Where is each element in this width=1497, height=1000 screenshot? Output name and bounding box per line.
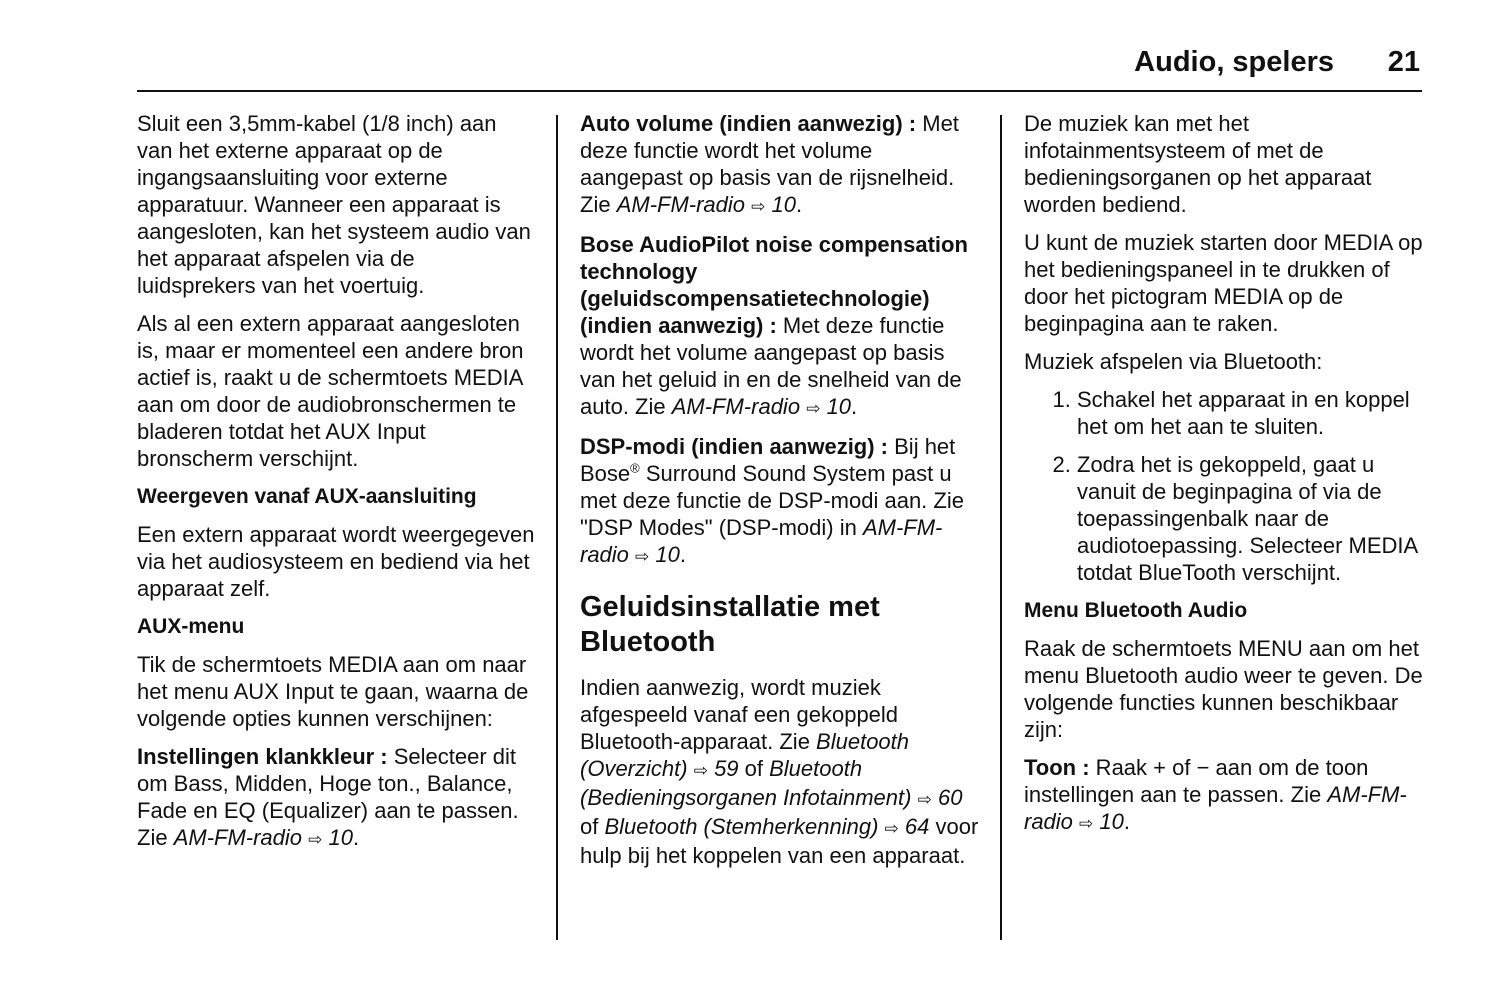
definition-term: DSP-modi (indien aanwezig) : xyxy=(580,434,889,459)
cross-reference-link[interactable]: AM-FM-radio xyxy=(671,394,801,419)
page-number: 21 xyxy=(1387,46,1420,78)
paragraph-text: voor hulp bij het koppelen van een apparaat. xyxy=(580,814,979,868)
page-ref-arrow-icon: ⇨ xyxy=(884,819,899,838)
page-reference[interactable]: 10 xyxy=(328,825,354,850)
column-divider xyxy=(556,115,558,940)
page-ref-arrow-icon: ⇨ xyxy=(1079,814,1094,833)
definition-text: Surround Sound System past u met deze functie de DSP-modi aan. Zie "DSP Modes" (DSP-modi) in xyxy=(580,461,964,540)
subheading: Menu Bluetooth Audio xyxy=(1024,599,1248,622)
paragraph: Sluit een 3,5mm-kabel (1/8 inch) aan van het externe apparaat op de ingangsaansluiting voor externe apparatuur. Wanneer een apparaat is aangesloten, kan het systeem audio van het apparaat afspelen via de luidsprekers van het voertuig. xyxy=(137,111,531,298)
page-title: Audio, spelers xyxy=(1134,46,1334,78)
paragraph: Tik de schermtoets MEDIA aan om naar het menu AUX Input te gaan, waarna de volgende opties kunnen verschijnen: xyxy=(137,652,529,731)
cross-reference-link[interactable]: AM-FM-radio xyxy=(173,825,303,850)
paragraph: Muziek afspelen via Bluetooth: xyxy=(1024,349,1323,374)
page-reference[interactable]: 10 xyxy=(1099,809,1124,834)
cross-reference-link[interactable]: Bluetooth (Stemherkenning) xyxy=(604,814,879,839)
paragraph-text: of xyxy=(580,814,605,839)
page-reference[interactable]: 10 xyxy=(826,394,852,419)
paragraph xyxy=(580,674,980,869)
definition-term: Auto volume (indien aanwezig) : xyxy=(580,111,917,136)
definition-text: Raak + of − aan om de toon instellingen aan te passen. Zie xyxy=(1024,755,1369,807)
list-item: 2. Zodra het is gekoppeld, gaat u vanuit de beginpagina of via de toepassingenbalk naar de audiotoepassing. Selecteer MEDIA totdat BlueTooth verschijnt. xyxy=(1077,451,1424,586)
list-item: 1. Schakel het apparaat in en koppel het om het aan te sluiten. xyxy=(1077,386,1424,440)
section-title: Geluidsinstallatie met Bluetooth xyxy=(580,591,880,658)
column-1 xyxy=(137,110,537,864)
column-divider xyxy=(1000,115,1002,940)
page-ref-arrow-icon: ⇨ xyxy=(635,547,650,566)
subheading: AUX-menu xyxy=(137,615,245,638)
page-ref-arrow-icon: ⇨ xyxy=(693,761,708,780)
page-reference[interactable]: 64 xyxy=(904,814,930,839)
definition-paragraph: Auto volume (indien aanwezig) : Met deze functie wordt het volume aangepast op basis van de rijsnelheid. Zie AM-FM-radio ⇨ 10. xyxy=(580,111,959,217)
paragraph: Een extern apparaat wordt weergegeven via het audiosysteem en bediend via het apparaat zelf. xyxy=(137,522,535,601)
registered-mark: ® xyxy=(630,460,640,476)
page-reference[interactable]: 59 xyxy=(714,756,739,781)
page-ref-arrow-icon: ⇨ xyxy=(806,399,821,418)
paragraph: Als al een extern apparaat aangesloten is, maar er momenteel een andere bron actief is, raakt u de schermtoets MEDIA aan om door de audiobronschermen te bladeren totdat het AUX Input bronscherm verschijnt. xyxy=(137,311,524,471)
subheading: Weergeven vanaf AUX-aansluiting xyxy=(137,485,477,508)
definition-term: Bose AudioPilot noise compensation technology (geluidscompensatietechnologie) (indien aanwezig) : xyxy=(580,232,968,338)
cross-reference-link[interactable]: AM-FM-radio xyxy=(580,515,943,567)
page-header xyxy=(137,44,1422,92)
definition-text: Met deze functie wordt het volume aangepast op basis van de rijsnelheid. Zie xyxy=(580,111,959,217)
definition-paragraph: Toon : Raak + of − aan om de toon instellingen aan te passen. Zie AM-FM-radio ⇨ 10. xyxy=(1024,755,1407,834)
column-3 xyxy=(1024,110,1424,848)
page-reference[interactable]: 10 xyxy=(771,192,797,217)
paragraph-text: Indien aanwezig, wordt muziek afgespeeld vanaf een gekoppeld Bluetooth-apparaat. Zie xyxy=(580,675,899,754)
paragraph: Raak de schermtoets MENU aan om het menu Bluetooth audio weer te geven. De volgende functies kunnen beschikbaar zijn: xyxy=(1024,636,1423,742)
cross-reference-link[interactable]: AM-FM-radio xyxy=(1024,782,1407,834)
cross-reference-link[interactable]: AM-FM-radio xyxy=(616,192,746,217)
page-ref-arrow-icon: ⇨ xyxy=(751,197,766,216)
paragraph: De muziek kan met het infotainmentsysteem of met de bedieningsorganen op het apparaat worden bediend. xyxy=(1024,111,1372,217)
definition-term: Instellingen klankkleur : xyxy=(137,744,388,769)
page-ref-arrow-icon: ⇨ xyxy=(308,830,323,849)
column-2 xyxy=(580,110,980,880)
page-reference[interactable]: 10 xyxy=(655,542,680,567)
page-reference[interactable]: 60 xyxy=(937,785,963,810)
paragraph: U kunt de muziek starten door MEDIA op het bedieningspaneel in te drukken of door het pictogram MEDIA op de beginpagina aan te raken. xyxy=(1024,230,1423,336)
cross-reference-link[interactable]: Bluetooth (Overzicht) xyxy=(580,729,910,781)
definition-text: Bij het Bose xyxy=(580,434,956,486)
definition-text: Met deze functie wordt het volume aangepast op basis van het geluid in en de snelheid van de auto. Zie xyxy=(580,313,962,419)
steps-list xyxy=(1024,386,1424,586)
cross-reference-link[interactable]: Bluetooth (Bedieningsorganen Infotainment) xyxy=(580,756,912,810)
definition-paragraph: Bose AudioPilot noise compensation technology (geluidscompensatietechnologie) (indien aanwezig) : Met deze functie wordt het volume aangepast op basis van het geluid in en de snelheid van de auto. Zie AM-FM-radio ⇨ 10. xyxy=(580,232,968,419)
paragraph-text: of xyxy=(738,756,770,781)
definition-term: Toon : xyxy=(1024,755,1090,780)
definition-paragraph: DSP-modi (indien aanwezig) : Bij het Bose® Surround Sound System past u met deze functie de DSP-modi aan. Zie "DSP Modes" (DSP-modi) in AM-FM-radio ⇨ 10. xyxy=(580,434,964,567)
page-ref-arrow-icon: ⇨ xyxy=(917,790,932,809)
definition-text: Selecteer dit om Bass, Midden, Hoge ton., Balance, Fade en EQ (Equalizer) aan te passen. Zie xyxy=(137,744,519,850)
definition-paragraph: Instellingen klankkleur : Selecteer dit om Bass, Midden, Hoge ton., Balance, Fade en EQ (Equalizer) aan te passen. Zie AM-FM-radio ⇨ 10. xyxy=(137,744,519,850)
